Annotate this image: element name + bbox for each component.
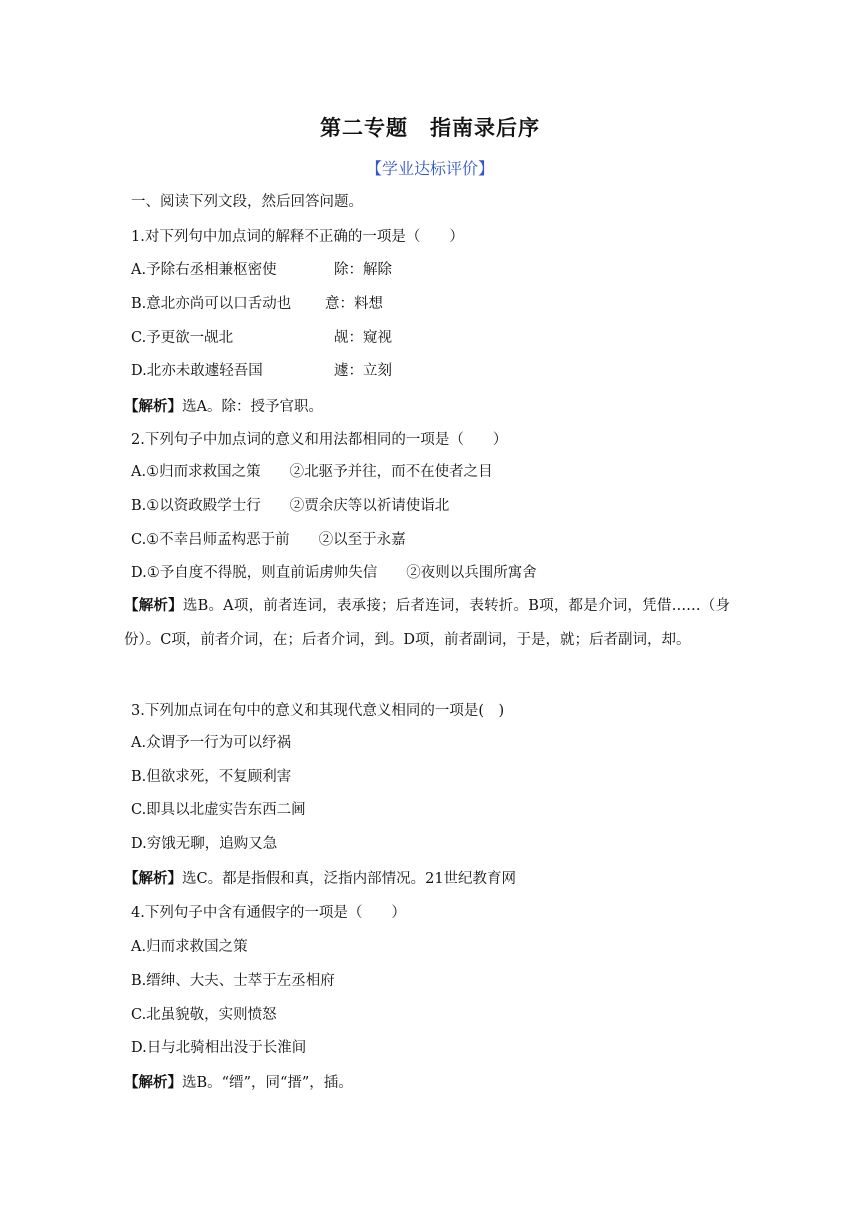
analysis-label: 【解析】 <box>124 399 182 415</box>
analysis-text: 选B。“缙”，同“搢”，插。 <box>182 1075 353 1091</box>
analysis-text: 选C。都是指假和真，泛指内部情况。21世纪教育网 <box>182 871 517 887</box>
option-gloss: 意：料想 <box>325 296 383 312</box>
document-title: 第二专题 指南录后序 <box>320 116 540 140</box>
question-2-analysis <box>124 589 730 657</box>
question-3-option-d: D.穷饿无聊，追购又急 <box>131 836 278 852</box>
question-2-option-d: D.①予自度不得脱，则直前诟虏帅失信 ②夜则以兵围所寓舍 <box>131 565 537 581</box>
analysis-text: 选A。除：授予官职。 <box>182 399 323 415</box>
question-4-option-c: C.北虽貌敬，实则愤怒 <box>131 1007 277 1023</box>
question-4-option-b: B.缙绅、大夫、士萃于左丞相府 <box>131 973 335 989</box>
question-4-stem: 4.下列句子中含有通假字的一项是（ ） <box>131 905 406 921</box>
question-2-option-a: A.①归而求救国之策 ②北驱予并往，而不在使者之目 <box>131 464 493 480</box>
option-text: A.予除右丞相兼枢密使 <box>131 262 277 278</box>
analysis-label: 【解析】 <box>124 871 182 887</box>
option-gloss: 除：解除 <box>334 262 392 278</box>
option-text: D.北亦未敢遽轻吾国 <box>131 363 263 379</box>
analysis-label: 【解析】 <box>124 1075 182 1091</box>
section-subtitle: 【学业达标评价】 <box>365 159 494 178</box>
option-text: B.意北亦尚可以口舌动也 <box>131 296 292 312</box>
question-1-option-a <box>131 258 392 279</box>
question-2-option-c: C.①不幸吕师孟构恶于前 ②以至于永嘉 <box>131 532 406 548</box>
question-4-option-a: A.归而求救国之策 <box>131 939 248 955</box>
question-3-stem: 3.下列加点词在句中的意义和其现代意义相同的一项是( ) <box>131 703 505 719</box>
analysis-label: 【解析】 <box>124 598 183 614</box>
question-3-option-c: C.即具以北虚实告东西二阃 <box>131 802 306 818</box>
option-gloss: 遽：立刻 <box>334 363 392 379</box>
question-1-stem: 1.对下列句中加点词的解释不正确的一项是（ ） <box>131 229 464 245</box>
analysis-text: 选B。A项，前者连词，表承接；后者连词，表转折。B项，都是介词，凭借……（身份）。C项，前者介词，在；后者介词，到。D项，前者副词，于是，就；后者副词，却。 <box>124 598 731 648</box>
question-1-option-d <box>131 359 392 380</box>
question-4-analysis <box>124 1071 353 1092</box>
question-3-option-a: A.众谓予一行为可以纾祸 <box>131 735 292 751</box>
question-4-option-d: D.日与北骑相出没于长淮间 <box>131 1040 307 1056</box>
question-1-option-c <box>131 326 392 347</box>
question-3-analysis <box>124 867 516 888</box>
question-3-option-b: B.但欲求死，不复顾利害 <box>131 769 292 785</box>
question-1-option-b <box>131 292 383 313</box>
option-text: C.予更欲一觇北 <box>131 330 234 346</box>
instruction-text: 一、阅读下列文段，然后回答问题。 <box>131 194 363 210</box>
question-1-analysis <box>124 395 323 416</box>
question-2-option-b: B.①以资政殿学士行 ②贾余庆等以祈请使诣北 <box>131 498 450 514</box>
option-gloss: 觇：窥视 <box>334 330 392 346</box>
question-2-stem: 2.下列句子中加点词的意义和用法都相同的一项是（ ） <box>131 432 508 448</box>
